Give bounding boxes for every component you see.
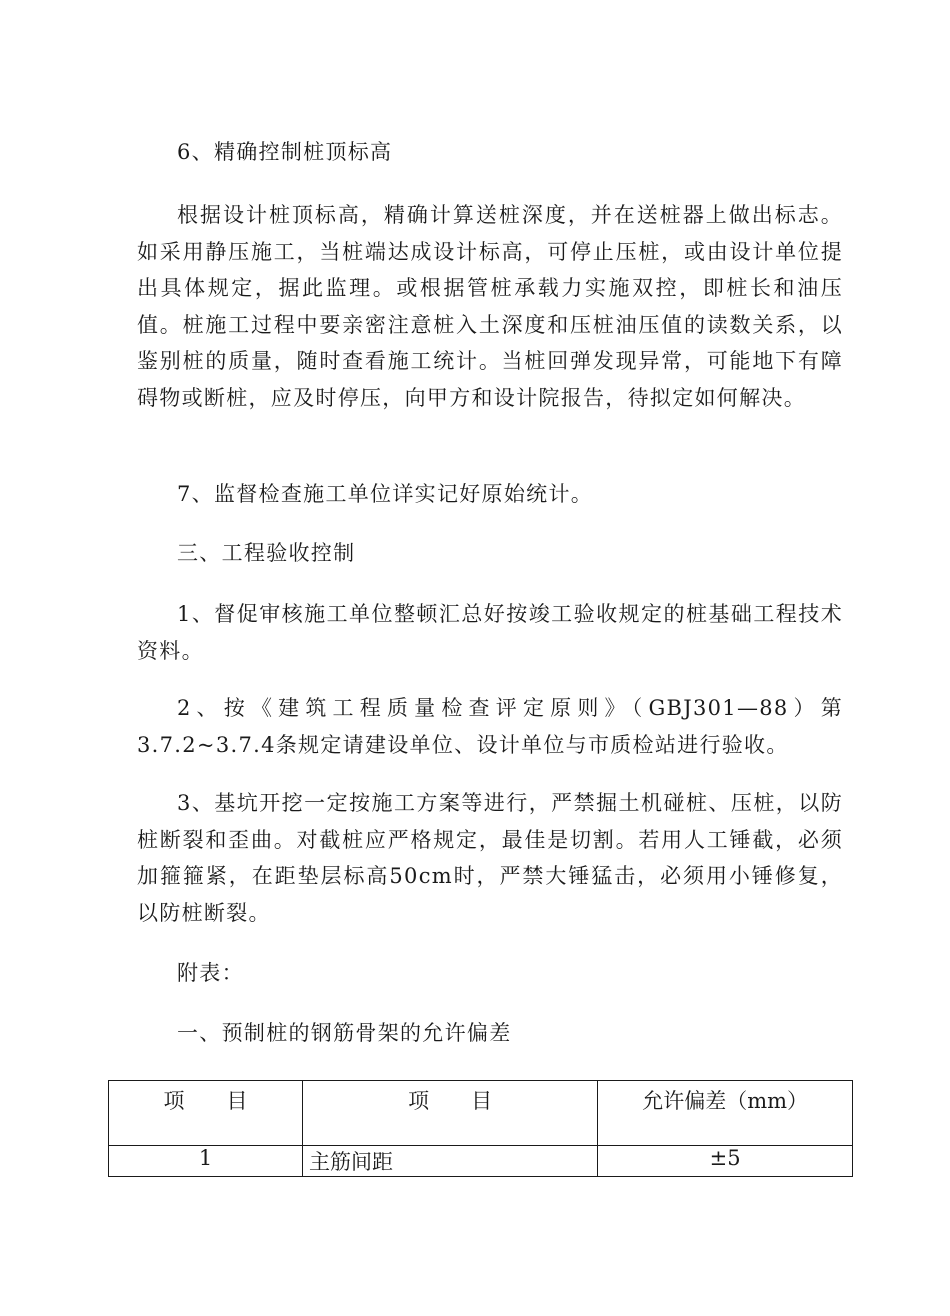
table-header-row (109, 1081, 853, 1146)
header-item-name: 项 目 (303, 1081, 598, 1146)
cell-tolerance: ±5 (598, 1146, 853, 1177)
table-caption: 一、预制桩的钢筋骨架的允许偏差 (177, 1021, 512, 1045)
item-technical-documents: 1、督促审核施工单位整顿汇总好按竣工验收规定的桩基础工程技术资料。 (137, 602, 843, 663)
paragraph-pile-top-elevation: 根据设计桩顶标高，精确计算送桩深度，并在送桩器上做出标志。如采用静压施工，当桩端达成设计标高，可停止压桩，或由设计单位提出具体规定，据此监理。或根据管桩承载力实施双控，即桩长和油压值。桩施工过程中要亲密注意桩入土深度和压桩油压值的读数关系，以鉴别桩的质量，随时查看施工统计。当桩回弹发现异常，可能地下有障碍物或断桩，应及时停压，向甲方和设计院报告，待拟定如何解决。 (137, 203, 843, 410)
item-supervise-records: 7、监督检查施工单位详实记好原始统计。 (177, 482, 594, 506)
appendix-label: 附表： (177, 961, 244, 985)
header-item-no: 项 目 (109, 1081, 303, 1146)
header-tolerance: 允许偏差（mm） (598, 1081, 853, 1146)
item-excavation-rules: 3、基坑开挖一定按施工方案等进行，严禁掘土机碰桩、压桩，以防桩断裂和歪曲。对截桩应严格规定，最佳是切割。若用人工锤截，必须加箍箍紧，在距垫层标高50cm时，严禁大锤猛击，必须用小锤修复，以防桩断裂。 (137, 791, 843, 925)
tolerance-table (108, 1080, 853, 1177)
cell-item-name: 主筋间距 (303, 1146, 598, 1177)
heading-control-pile-top: 6、精确控制桩顶标高 (177, 140, 393, 164)
section-heading-acceptance: 三、工程验收控制 (177, 541, 356, 565)
cell-item-no: 1 (109, 1146, 303, 1177)
table-row (109, 1146, 853, 1177)
item-acceptance-standard: 2、按《建筑工程质量检查评定原则》（GBJ301—88）第3.7.2~3.7.4条规定请建设单位、设计单位与市质检站进行验收。 (137, 696, 843, 757)
